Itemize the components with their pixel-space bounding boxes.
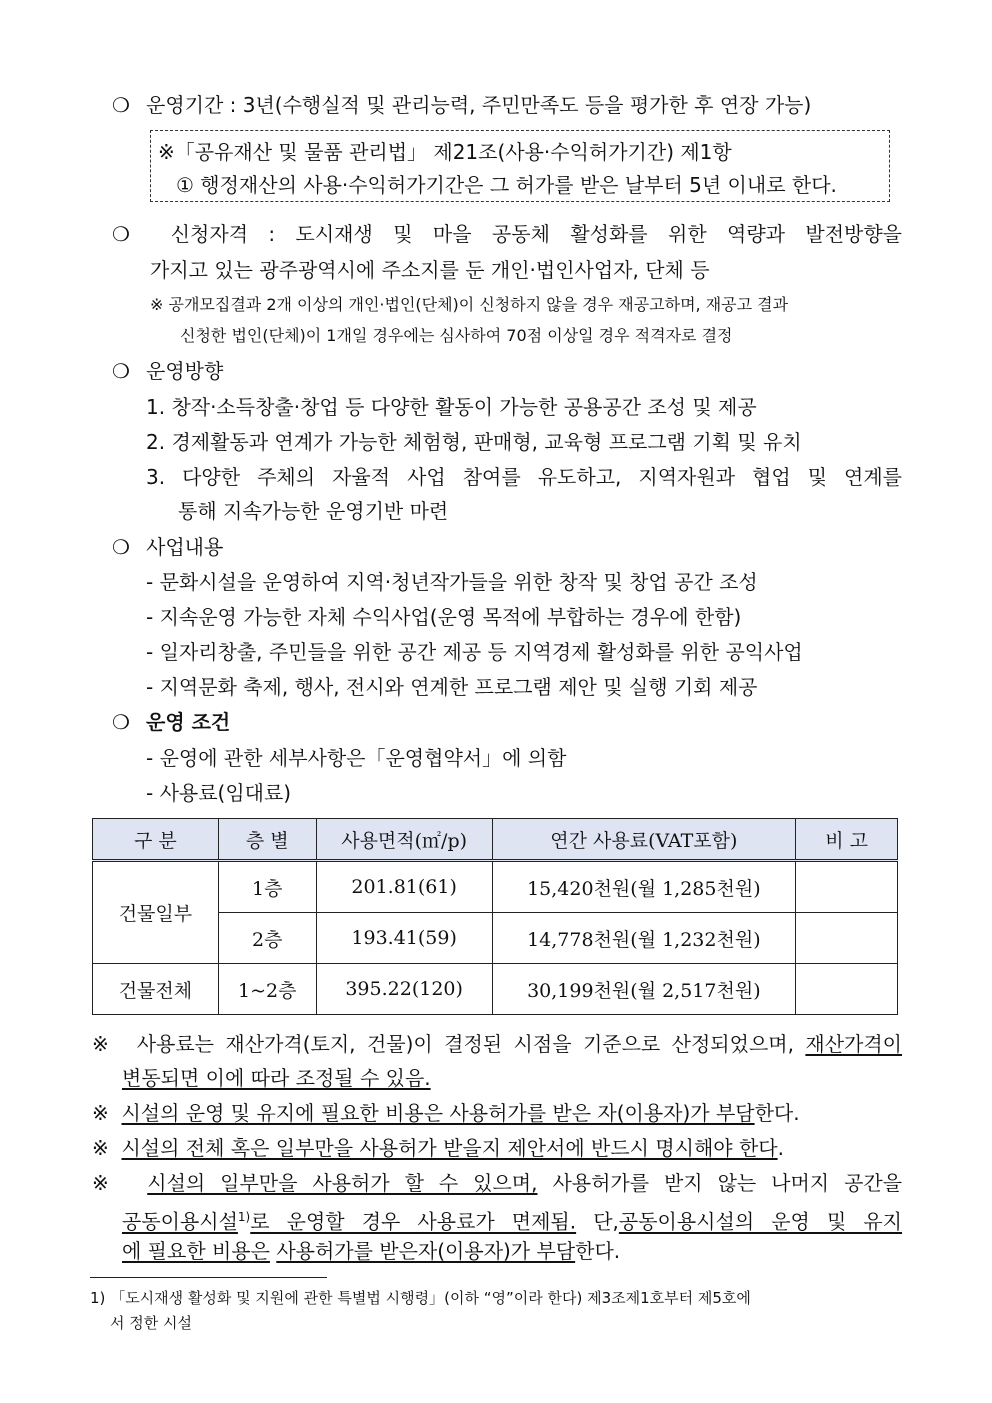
direction-title: ❍ 운영방향 (112, 359, 224, 383)
cell-fee: 30,199천원(월 2,517천원) (492, 964, 796, 1015)
table-row (93, 861, 898, 913)
table-row (93, 964, 898, 1015)
law-note-line1: ※「공유재산 및 물품 관리법」 제21조(사용·수익허가기간) 제1항 (158, 140, 732, 164)
bullet-icon: ❍ (112, 93, 130, 117)
note3: ※ 시설의 전체 혹은 일부만을 사용허가 받을지 제안서에 반드시 명시해야 한다. (92, 1136, 784, 1160)
period-text: 운영기간 : 3년(수행실적 및 관리능력, 주민만족도 등을 평가한 후 연장 가능) (146, 93, 812, 117)
note-mark: ※ (92, 1171, 118, 1195)
header-floor: 층 별 (218, 819, 316, 861)
fee-table-header (93, 819, 898, 861)
cell-floor: 1~2층 (218, 964, 316, 1015)
footnote-divider (90, 1277, 327, 1278)
conditions-title: ❍ 운영 조건 (112, 710, 231, 734)
eligibility-note2: 신청한 법인(단체)이 1개일 경우에는 심사하여 70점 이상일 경우 적격자로 결정 (180, 326, 733, 345)
bullet-icon: ❍ (112, 535, 130, 559)
cell-fee: 15,420천원(월 1,285천원) (492, 861, 796, 913)
cell-note (796, 861, 898, 913)
header-area: 사용면적(㎡/p) (316, 819, 492, 861)
business-item4: - 지역문화 축제, 행사, 전시와 연계한 프로그램 제안 및 실행 기회 제공 (146, 675, 758, 699)
note-mark: ※ (92, 1101, 109, 1125)
cell-fee: 14,778천원(월 1,232천원) (492, 913, 796, 964)
direction-item3-line1: 3. 다양한 주체의 자율적 사업 참여를 유도하고, 지역자원과 협업 및 연계를 (146, 465, 902, 489)
direction-item3-line2: 통해 지속가능한 운영기반 마련 (178, 499, 449, 523)
note1-line1: ※ 사용료는 재산가격(토지, 건물)이 결정된 시점을 기준으로 산정되었으며, 재산가격이 (92, 1032, 902, 1056)
footnote-mark: 1) (90, 1289, 106, 1307)
footnote-line1: 1) 「도시재생 활성화 및 지원에 관한 특별법 시행령」(이하 “영”이라 한다) 제3조제1호부터 제5호에 (90, 1289, 751, 1307)
cell-floor: 1층 (218, 861, 316, 913)
period-line (112, 91, 811, 119)
group-partial: 건물일부 (93, 861, 219, 964)
note4-line1: ※ 시설의 일부만을 사용허가 할 수 있으며, 사용허가를 받지 않는 나머지 공간을 (92, 1171, 903, 1195)
bullet-icon: ❍ (112, 359, 130, 383)
bullet-icon: ❍ (112, 710, 130, 734)
conditions-item1: - 운영에 관한 세부사항은「운영협약서」에 의함 (146, 746, 567, 770)
cell-area: 193.41(59) (316, 913, 492, 964)
note4-line3: 에 필요한 비용은 사용허가를 받은자(이용자)가 부담한다. (122, 1239, 621, 1263)
footnote-ref[interactable]: 1) (237, 1210, 251, 1224)
bullet-icon: ❍ (112, 222, 130, 246)
note4-line2: 공동이용시설$^{1)}$로 운영할 경우 사용료가 면제됨. 단,공동이용시설의 운영 및 유지 (122, 1209, 903, 1234)
note2: ※ 시설의 운영 및 유지에 필요한 비용은 사용허가를 받은 자(이용자)가 부담한다. (92, 1101, 800, 1125)
cell-area: 395.22(120) (316, 964, 492, 1015)
business-item2: - 지속운영 가능한 자체 수익사업(운영 목적에 부합하는 경우에 한함) (146, 605, 742, 629)
eligibility-line2: 가지고 있는 광주광역시에 주소지를 둔 개인·법인사업자, 단체 등 (150, 258, 710, 282)
header-note: 비 고 (796, 819, 898, 861)
law-note-line2: ① 행정재산의 사용·수익허가기간은 그 허가를 받은 날부터 5년 이내로 한다. (176, 173, 837, 197)
cell-area: 201.81(61) (316, 861, 492, 913)
note-mark: ※ (92, 1032, 114, 1056)
eligibility-line1 (112, 220, 902, 248)
header-category: 구 분 (93, 819, 219, 861)
business-item1: - 문화시설을 운영하여 지역·청년작가들을 위한 창작 및 창업 공간 조성 (146, 570, 758, 594)
business-item3: - 일자리창출, 주민들을 위한 공간 제공 등 지역경제 활성화를 위한 공익사업 (146, 640, 803, 664)
conditions-item2: - 사용료(임대료) (146, 781, 292, 805)
business-title: ❍ 사업내용 (112, 535, 224, 559)
fee-table (92, 818, 898, 1015)
cell-note (796, 964, 898, 1015)
eligibility-note1: ※ 공개모집결과 2개 이상의 개인·법인(단체)이 신청하지 않을 경우 재공고하며, 재공고 결과 (150, 295, 789, 314)
direction-item2: 2. 경제활동과 연계가 가능한 체험형, 판매형, 교육형 프로그램 기획 및 유치 (146, 430, 802, 454)
cell-floor: 2층 (218, 913, 316, 964)
cell-note (796, 913, 898, 964)
header-fee: 연간 사용료(VAT포함) (492, 819, 796, 861)
eligibility-text1: 신청자격 : 도시재생 및 마을 공동체 활성화를 위한 역량과 발전방향을 (170, 222, 902, 246)
group-whole: 건물전체 (93, 964, 219, 1015)
note-mark: ※ (92, 1136, 109, 1160)
note1-line2: 변동되면 이에 따라 조정될 수 있음. (122, 1066, 431, 1090)
direction-item1: 1. 창작·소득창출·창업 등 다양한 활동이 가능한 공용공간 조성 및 제공 (146, 395, 757, 419)
footnote-line2: 서 정한 시설 (110, 1314, 192, 1332)
